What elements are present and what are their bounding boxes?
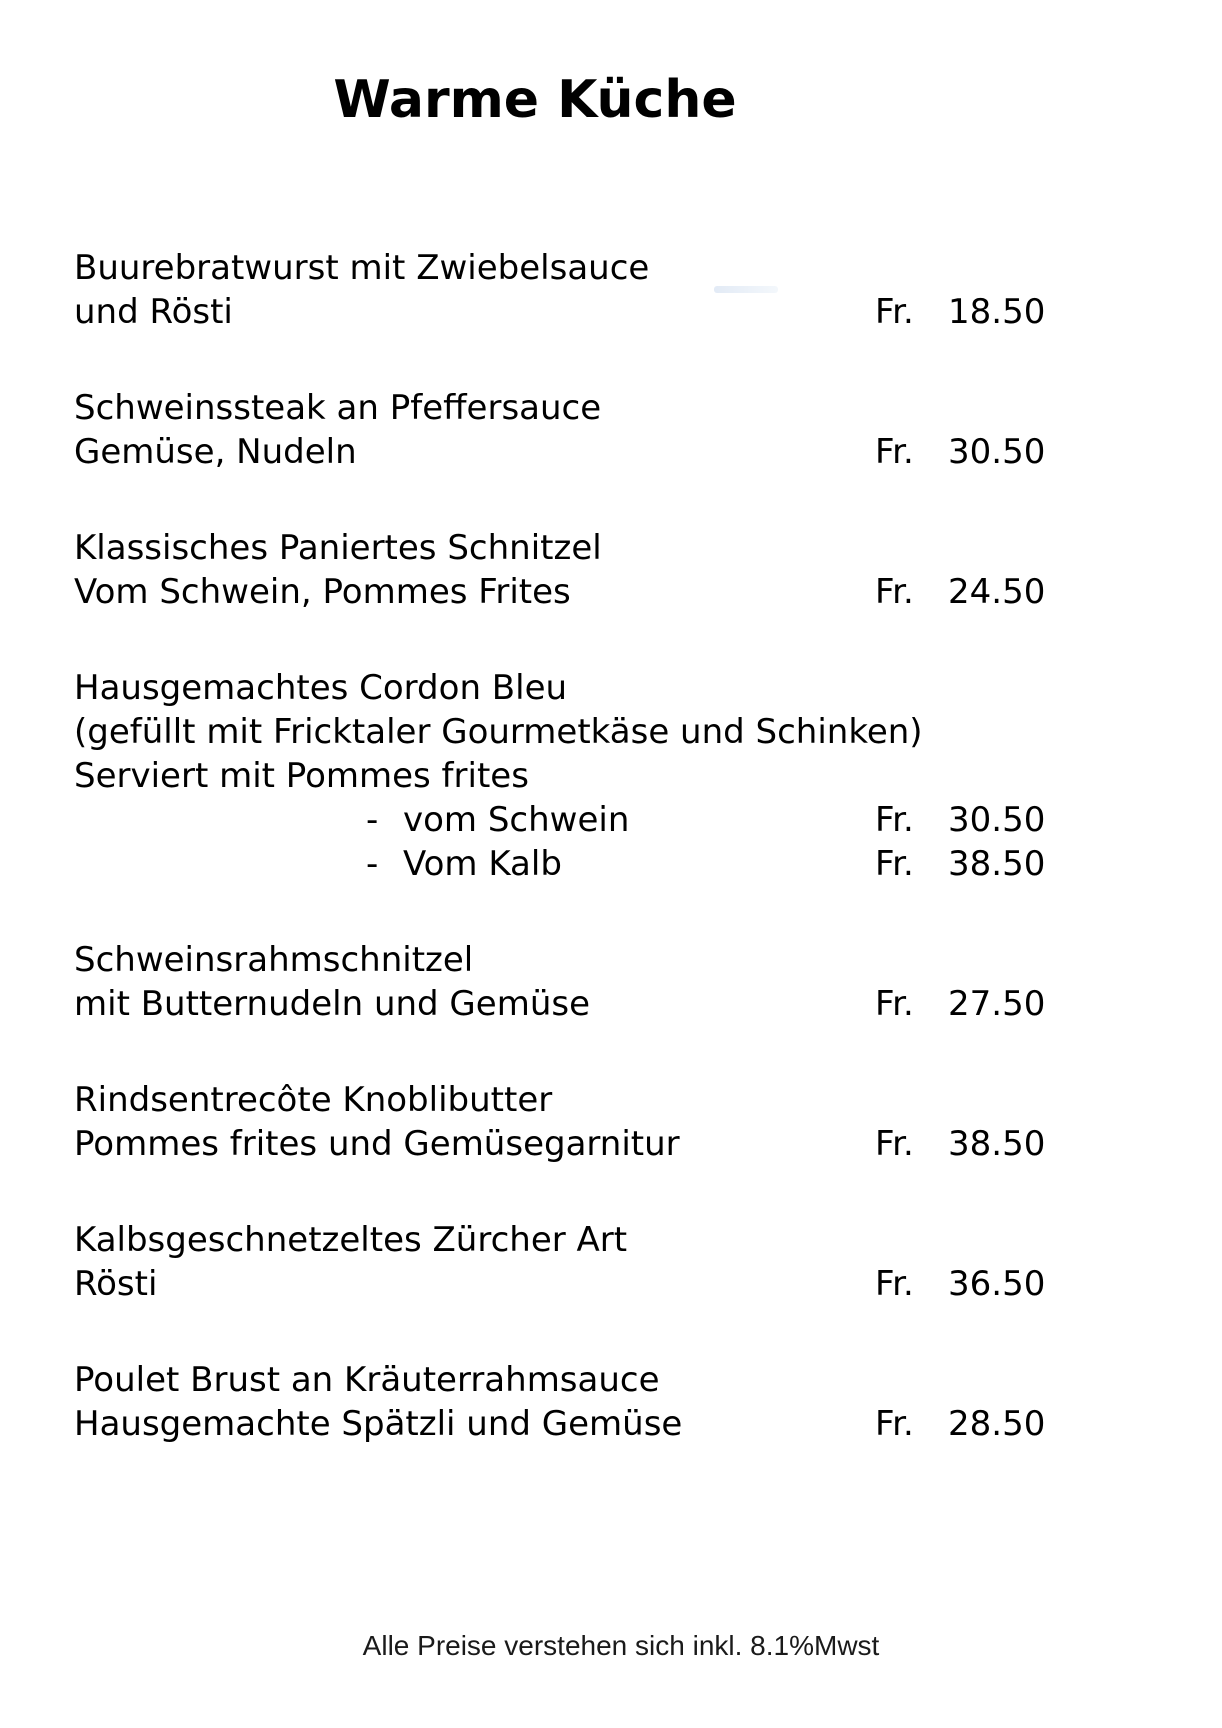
option-row: [74, 842, 1184, 886]
menu-item-line: [74, 246, 1184, 290]
menu-item-text: Schweinssteak an Pfeffersauce: [74, 388, 602, 428]
menu-item-text: Vom Schwein, Pommes Frites: [74, 572, 571, 612]
menu-item: [74, 1358, 1184, 1446]
option-row: [74, 798, 1184, 842]
page-title: Warme Küche: [333, 70, 737, 130]
menu-item-text: Kalbsgeschnetzeltes Zürcher Art: [74, 1220, 628, 1260]
menu-item: [74, 386, 1184, 474]
price-amount: 24.50: [948, 572, 1046, 612]
menu-item-line: [74, 570, 1184, 614]
price-amount: 30.50: [948, 432, 1046, 472]
menu-item-text: Buurebratwurst mit Zwiebelsauce: [74, 248, 650, 288]
menu-item-text: Schweinsrahmschnitzel: [74, 940, 474, 980]
menu-item-line: [74, 1358, 1184, 1402]
menu-item-text: mit Butternudeln und Gemüse: [74, 984, 590, 1024]
price-amount: 30.50: [948, 800, 1046, 840]
item-price: [875, 1402, 1046, 1446]
footer-note: Alle Preise verstehen sich inkl. 8.1%Mwst: [362, 1630, 880, 1661]
price-currency: Fr.: [875, 1404, 914, 1444]
item-price: [875, 570, 1046, 614]
option-label: Vom Kalb: [403, 844, 562, 884]
menu-item-line: [74, 754, 1184, 798]
menu-item-text: Poulet Brust an Kräuterrahmsauce: [74, 1360, 660, 1400]
item-price: [875, 1122, 1046, 1166]
menu-item: [74, 526, 1184, 614]
menu-item-text: Klassisches Paniertes Schnitzel: [74, 528, 602, 568]
menu-item: [74, 246, 1184, 334]
item-price: [875, 798, 1046, 842]
menu-item-text: Serviert mit Pommes frites: [74, 756, 529, 796]
menu-item-line: [74, 938, 1184, 982]
menu-item-line: [74, 666, 1184, 710]
menu-item-line: [74, 1218, 1184, 1262]
menu-item-line: [74, 526, 1184, 570]
price-currency: Fr.: [875, 572, 914, 612]
item-price: [875, 430, 1046, 474]
menu-item-text: Pommes frites und Gemüsegarnitur: [74, 1124, 680, 1164]
price-amount: 38.50: [948, 1124, 1046, 1164]
menu-item-line: [74, 1122, 1184, 1166]
menu-item: [74, 1218, 1184, 1306]
menu-item-line: [74, 1262, 1184, 1306]
item-price: [875, 1262, 1046, 1306]
menu-item: [74, 938, 1184, 1026]
menu-item-line: [74, 1402, 1184, 1446]
price-currency: Fr.: [875, 1124, 914, 1164]
menu-item-text: Gemüse, Nudeln: [74, 432, 357, 472]
price-amount: 38.50: [948, 844, 1046, 884]
menu-list: [74, 246, 1184, 1446]
menu-item-line: [74, 982, 1184, 1026]
price-amount: 28.50: [948, 1404, 1046, 1444]
menu-item-line: [74, 430, 1184, 474]
menu-item-text: Hausgemachte Spätzli und Gemüse: [74, 1404, 683, 1444]
price-amount: 27.50: [948, 984, 1046, 1024]
menu-item: [74, 1078, 1184, 1166]
price-currency: Fr.: [875, 1264, 914, 1304]
price-currency: Fr.: [875, 292, 914, 332]
menu-item-line: [74, 710, 1184, 754]
item-price: [875, 982, 1046, 1026]
option-dash-icon: -: [366, 844, 379, 884]
price-amount: 18.50: [948, 292, 1046, 332]
menu-item-text: Hausgemachtes Cordon Bleu: [74, 668, 568, 708]
menu-item-text: Rindsentrecôte Knoblibutter: [74, 1080, 553, 1120]
menu-item-text: und Rösti: [74, 292, 233, 332]
option-dash-icon: -: [366, 800, 379, 840]
price-amount: 36.50: [948, 1264, 1046, 1304]
menu-item-line: [74, 1078, 1184, 1122]
price-currency: Fr.: [875, 432, 914, 472]
menu-item-line: [74, 386, 1184, 430]
price-currency: Fr.: [875, 984, 914, 1024]
menu-item: [74, 666, 1184, 886]
option-label: vom Schwein: [403, 800, 630, 840]
item-price: [875, 842, 1046, 886]
item-price: [875, 290, 1046, 334]
menu-item-text: (gefüllt mit Fricktaler Gourmetkäse und Schinken): [74, 712, 923, 752]
menu-item-line: [74, 290, 1184, 334]
price-currency: Fr.: [875, 844, 914, 884]
menu-item-text: Rösti: [74, 1264, 158, 1304]
price-currency: Fr.: [875, 800, 914, 840]
